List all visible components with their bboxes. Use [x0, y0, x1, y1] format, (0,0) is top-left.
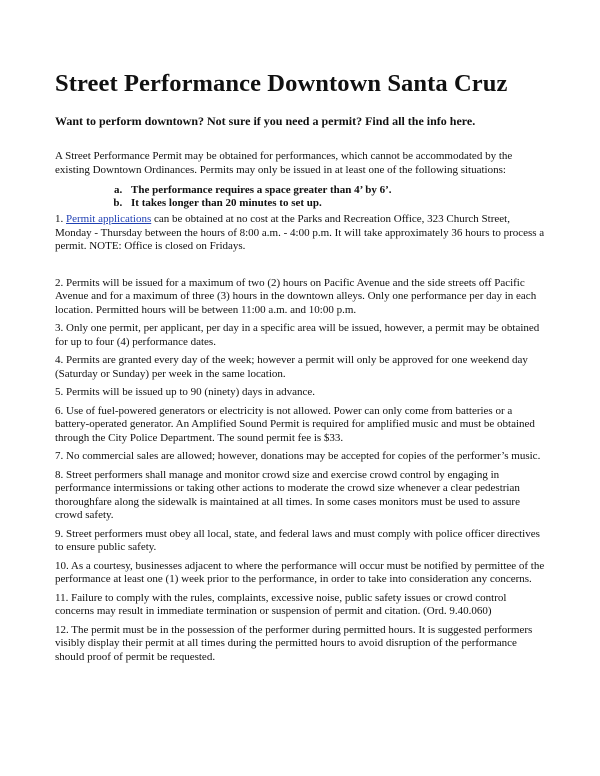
- rule-text: can be obtained at no cost at the Parks and Recreation Office, 323 Church Street, Monday - Thursday between the hours of 8:00 a.m. - 4:00 p.m. It will take approximately 36 hours to process a permit. NOTE: Office is closed on Fridays.: [55, 213, 545, 252]
- rule-number: 1.: [55, 213, 66, 225]
- page-title: Street Performance Downtown Santa Cruz: [55, 70, 508, 97]
- rule-item-8: 8. Street performers shall manage and monitor crowd size and exercise crowd control by engaging in performance intermissions or taking other actions to moderate the crowd size whenever a clear pedestrian thoroughfare along the sidewalk is maintained at all times. In some cases monitors must be used to assure crowd safety.: [55, 468, 520, 521]
- rule-item-12: 12. The permit must be in the possession of the performer during permitted hours. It is suggested performers visibly display their permit at all times during the permitted hours to avoid disruption of the performance should proof of permit be requested.: [55, 623, 533, 663]
- intro-paragraph: A Street Performance Permit may be obtained for performances, which cannot be accommodated by the existing Downtown Ordinances. Permits may only be issued in at least one of the following situations:: [55, 150, 513, 176]
- page-subtitle: Want to perform downtown? Not sure if you need a permit? Find all the info here.: [55, 114, 476, 128]
- rule-item-6: 6. Use of fuel-powered generators or electricity is not allowed. Power can only come from batteries or a battery-operated generator. An Amplified Sound Permit is required for amplified music and must be obtained through the City Police Department. The sound permit fee is $33.: [55, 404, 535, 444]
- rule-item-11: 11. Failure to comply with the rules, complaints, excessive noise, public safety issues or crowd control concerns may result in immediate termination or suspension of permit and citation. (Ord. 9.40.060): [55, 591, 507, 617]
- document-page: [55, 70, 545, 664]
- rule-item-10: 10. As a courtesy, businesses adjacent to where the performance will occur must be notified by permittee of the performance at least one (1) week prior to the performance, in order to take into consideration any concerns.: [55, 559, 545, 585]
- rule-item-1: [55, 213, 545, 254]
- rule-item-4: 4. Permits are granted every day of the week; however a permit will only be approved for one weekend day (Saturday or Sunday) per week in the same location.: [55, 354, 528, 380]
- rule-item-9: 9. Street performers must obey all local, state, and federal laws and must comply with police officer directives to ensure public safety.: [55, 527, 540, 553]
- permit-applications-link[interactable]: Permit applications: [66, 213, 152, 225]
- rule-item-3: 3. Only one permit, per applicant, per day in a specific area will be issued, however, a permit may be obtained for up to four (4) performance dates.: [55, 322, 540, 348]
- rule-item-5: 5. Permits will be issued up to 90 (ninety) days in advance.: [55, 386, 315, 398]
- condition-item: a. The performance requires a space greater than 4’ by 6’.: [125, 184, 545, 197]
- conditions-list: [55, 184, 545, 210]
- rule-item-2: 2. Permits will be issued for a maximum of two (2) hours on Pacific Avenue and the side streets off Pacific Avenue and for a maximum of three (3) hours in the downtown alleys. Only one performance per day in each location. Permitted hours will be between 11:00 a.m. and 10:00 p.m.: [55, 276, 537, 316]
- condition-item: b. It takes longer than 20 minutes to set up.: [125, 197, 545, 210]
- rule-item-7: 7. No commercial sales are allowed; however, donations may be accepted for copies of the performer’s music.: [55, 450, 541, 462]
